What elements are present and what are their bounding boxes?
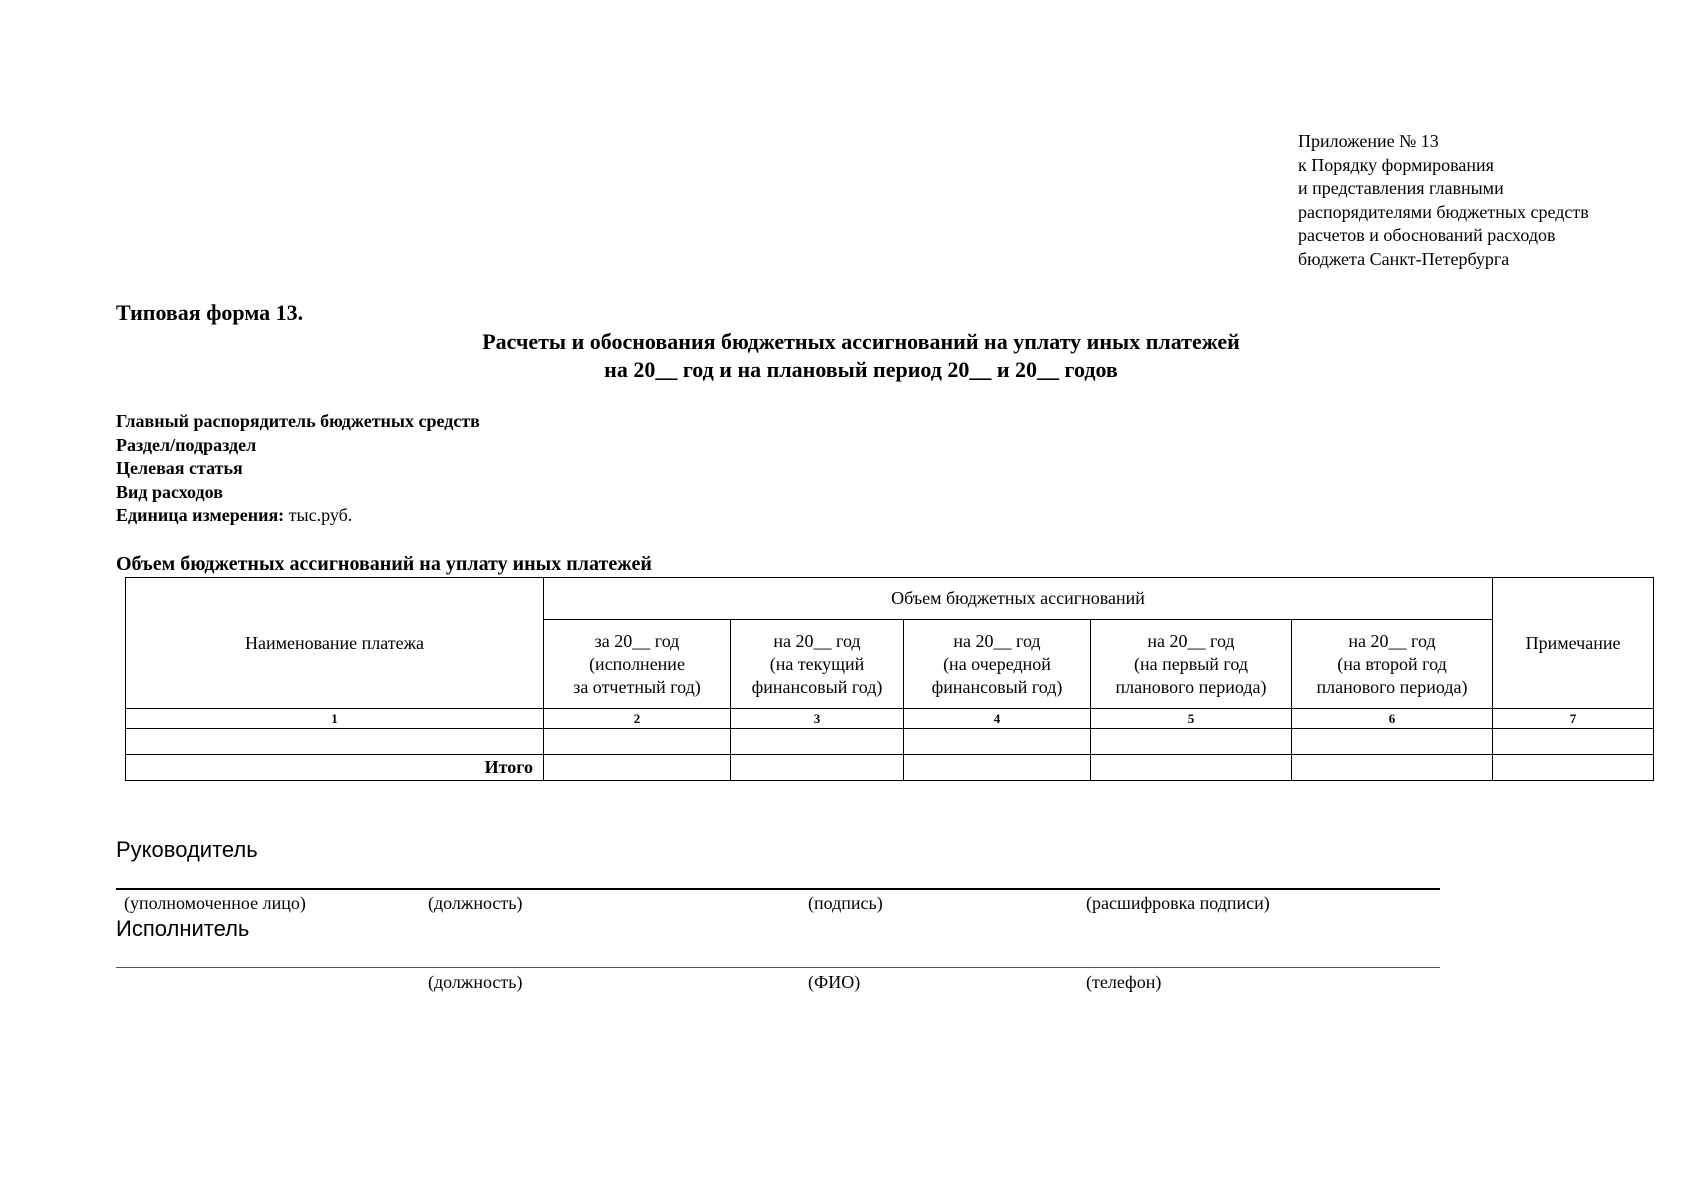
appendix-line: и представления главными [1298,178,1504,198]
column-number: 5 [1091,709,1292,729]
unit-value: тыс.руб. [288,505,353,525]
section-label: Раздел/подраздел [116,434,257,455]
total-label: Итого [126,755,544,781]
table-cell[interactable] [544,755,731,781]
executor-signature-line[interactable] [116,967,1440,968]
appendix-line: бюджета Санкт-Петербурга [1298,248,1510,269]
executor-name-caption: (ФИО) [808,972,861,992]
header-year-col [544,620,731,709]
header-year-col [904,620,1091,709]
table-cell[interactable] [126,729,544,755]
table-section-title: Объем бюджетных ассигнований на уплату иных платежей [116,553,652,575]
column-number: 1 [126,709,544,729]
table-cell[interactable] [1292,755,1493,781]
header-year-col [1292,620,1493,709]
appendix-line: расчетов и обоснований расходов [1298,225,1556,245]
year-col-line: планового периода) [1316,676,1468,697]
header-year-col [1091,620,1292,709]
head-decode-caption: (расшифровка подписи) [1086,893,1270,913]
year-col-line: (на второй год [1337,653,1447,674]
year-col-line: на 20__ год [953,630,1041,651]
column-number: 2 [544,709,731,729]
year-col-line: планового периода) [1115,676,1267,697]
executor-position-caption: (должность) [428,972,523,992]
head-position-caption: (должность) [428,893,523,913]
appendix-note [1298,130,1589,271]
executor-label: Исполнитель [116,916,250,941]
year-col-line: за 20__ год [594,630,680,651]
header-allocation-volume: Объем бюджетных ассигнований [544,578,1493,620]
table-cell[interactable] [1493,755,1654,781]
year-col-line: на 20__ год [1147,630,1235,651]
column-number: 7 [1493,709,1654,729]
header-payment-name: Наименование платежа [126,578,544,709]
head-signature-line[interactable] [116,888,1440,890]
head-signature-caption: (подпись) [808,893,883,913]
expense-type-label: Вид расходов [116,481,223,502]
column-number-row [126,709,1654,729]
year-col-line: (на первый год [1133,653,1249,674]
executor-phone-caption: (телефон) [1086,972,1162,992]
year-col-line: на 20__ год [1348,630,1436,651]
head-person-caption: (уполномоченное лицо) [124,893,306,913]
year-col-line: (на очередной [943,653,1051,674]
manager-label: Главный распорядитель бюджетных средств [116,411,480,431]
table-cell[interactable] [1091,729,1292,755]
column-number: 3 [731,709,904,729]
table-row [126,729,1654,755]
head-label: Руководитель [116,837,258,862]
allocation-table [125,577,1654,781]
appendix-line: к Порядку формирования [1298,154,1494,175]
column-number: 6 [1292,709,1493,729]
table-cell[interactable] [904,755,1091,781]
appendix-line: распорядителями бюджетных средств [1298,201,1589,222]
table-cell[interactable] [1091,755,1292,781]
year-col-line: финансовый год) [931,676,1063,697]
table-cell[interactable] [904,729,1091,755]
document-title-line-2: на 20__ год и на плановый период 20__ и 20__ годов [604,357,1118,382]
header-note: Примечание [1493,578,1654,709]
year-col-line: (на текущий [769,653,865,674]
unit-label: Единица измерения: [116,505,285,525]
form-meta [116,410,480,528]
year-col-line: финансовый год) [751,676,883,697]
total-row [126,755,1654,781]
year-col-line: (исполнение [589,653,685,674]
table-cell[interactable] [1493,729,1654,755]
appendix-line: Приложение № 13 [1298,131,1439,151]
header-year-col [731,620,904,709]
table-cell[interactable] [1292,729,1493,755]
year-col-line: за отчетный год) [573,676,701,697]
table-cell[interactable] [731,729,904,755]
table-cell[interactable] [544,729,731,755]
table-cell[interactable] [731,755,904,781]
form-number: Типовая форма 13. [116,300,304,325]
target-label: Целевая статья [116,458,243,478]
document-title-line-1: Расчеты и обоснования бюджетных ассигнований на уплату иных платежей [482,329,1240,354]
unit-row [116,504,480,528]
year-col-line: на 20__ год [773,630,861,651]
column-number: 4 [904,709,1091,729]
